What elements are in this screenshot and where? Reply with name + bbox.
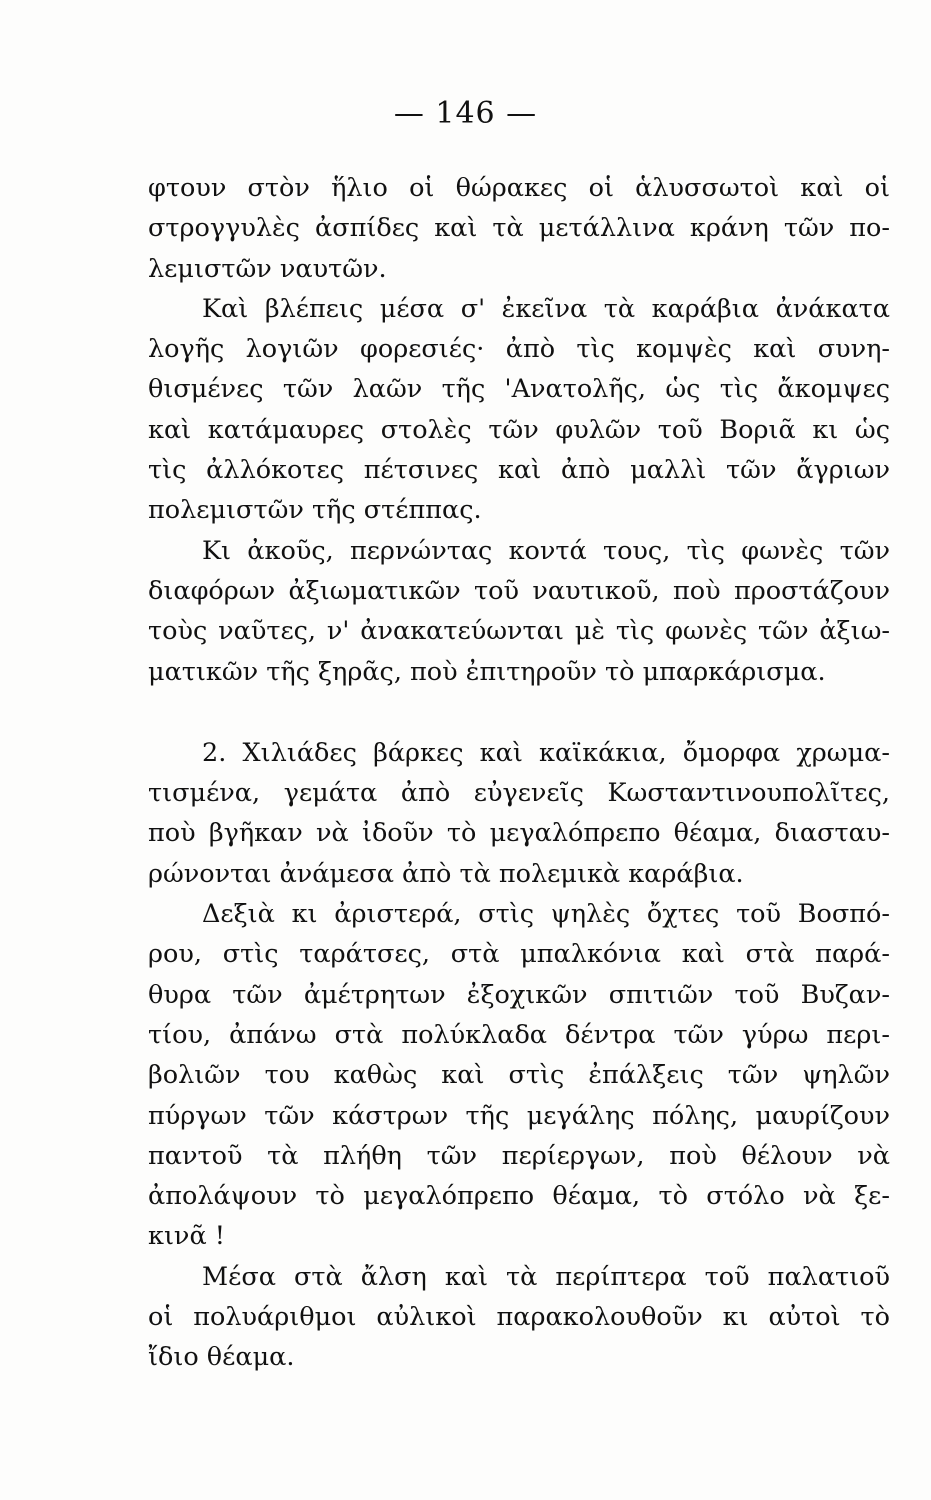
- text-line: πολεμιστῶν τῆς στέππας.: [148, 495, 482, 526]
- text-line: τισμένα, γεμάτα ἀπὸ εὐγενεῖς Κωσταντινουπολῖτες,: [148, 778, 890, 809]
- paragraph: [148, 289, 890, 531]
- text-line: Μέσα στὰ ἄλση καὶ τὰ περίπτερα τοῦ παλατιοῦ: [202, 1261, 890, 1292]
- text-line: οἱ πολυάριθμοι αὐλικοὶ παρακολουθοῦν κι αὐτοὶ τὸ: [148, 1302, 890, 1333]
- text-line: θισμένες τῶν λαῶν τῆς 'Ανατολῆς, ὡς τὶς ἄκομψες: [148, 374, 890, 405]
- text-line: παντοῦ τὰ πλήθη τῶν περίεργων, ποὺ θέλουν νὰ: [148, 1140, 890, 1171]
- paragraph: [148, 168, 890, 289]
- text-line: κινᾶ !: [148, 1221, 226, 1252]
- text-line: ἴδιο θέαμα.: [148, 1342, 295, 1373]
- text-line: καὶ κατάμαυρες στολὲς τῶν φυλῶν τοῦ Βοριᾶ κι ὡς: [148, 414, 890, 445]
- paragraph: [148, 531, 890, 692]
- text-line: τοὺς ναῦτες, ν' ἀνακατεύωνται μὲ τὶς φωνὲς τῶν ἀξιω-: [148, 616, 890, 647]
- text-line: τίου, ἀπάνω στὰ πολύκλαδα δέντρα τῶν γύρω περι-: [148, 1019, 890, 1050]
- text-line: φτουν στὸν ἥλιο οἱ θώρακες οἱ ἁλυσσωτοὶ καὶ οἱ: [148, 173, 890, 203]
- text-line: λεμιστῶν ναυτῶν.: [148, 253, 387, 284]
- text-line: θυρα τῶν ἀμέτρητων ἐξοχικῶν σπιτιῶν τοῦ Βυζαν-: [148, 979, 890, 1010]
- text-line: ποὺ βγῆκαν νὰ ἰδοῦν τὸ μεγαλόπρεπο θέαμα, διασταυ-: [148, 818, 890, 849]
- text-line: Δεξιὰ κι ἀριστερά, στὶς ψηλὲς ὄχτες τοῦ Βοσπό-: [202, 899, 890, 930]
- body-text: [148, 168, 890, 1378]
- text-line: τὶς ἀλλόκοτες πέτσινες καὶ ἀπὸ μαλλὶ τῶν ἄγριων: [148, 455, 890, 486]
- text-line: Κι ἀκοῦς, περνώντας κοντά τους, τὶς φωνὲς τῶν: [202, 535, 890, 566]
- text-line: λογῆς λογιῶν φορεσιές· ἀπὸ τὶς κομψὲς καὶ συνη-: [148, 334, 890, 365]
- text-line: ρου, στὶς ταράτσες, στὰ μπαλκόνια καὶ στὰ παρά-: [148, 939, 890, 970]
- text-line: 2. Χιλιάδες βάρκες καὶ καϊκάκια, ὄμορφα χρωμα-: [202, 737, 890, 768]
- text-line: διαφόρων ἀξιωματικῶν τοῦ ναυτικοῦ, ποὺ προστάζουν: [148, 575, 890, 606]
- text-line: ἀπολάψουν τὸ μεγαλόπρεπο θέαμα, τὸ στόλο νὰ ξε-: [148, 1181, 890, 1212]
- paragraph: [148, 1257, 890, 1378]
- text-line: ρώνονται ἀνάμεσα ἀπὸ τὰ πολεμικὰ καράβια.: [148, 858, 744, 889]
- page-number: — 146 —: [393, 96, 538, 131]
- text-line: Καὶ βλέπεις μέσα σ' ἐκεῖνα τὰ καράβια ἀνάκατα: [202, 293, 890, 324]
- paragraph: [148, 733, 890, 894]
- section-gap: [148, 692, 890, 733]
- text-line: πύργων τῶν κάστρων τῆς μεγάλης πόλης, μαυρίζουν: [148, 1100, 890, 1131]
- text-line: ματικῶν τῆς ξηρᾶς, ποὺ ἐπιτηροῦν τὸ μπαρκάρισμα.: [148, 656, 826, 687]
- text-line: στρογγυλὲς ἀσπίδες καὶ τὰ μετάλλινα κράνη τῶν πο-: [148, 213, 890, 244]
- paragraph: [148, 894, 890, 1257]
- text-line: βολιῶν του καθὼς καὶ στὶς ἐπάλξεις τῶν ψηλῶν: [148, 1060, 890, 1091]
